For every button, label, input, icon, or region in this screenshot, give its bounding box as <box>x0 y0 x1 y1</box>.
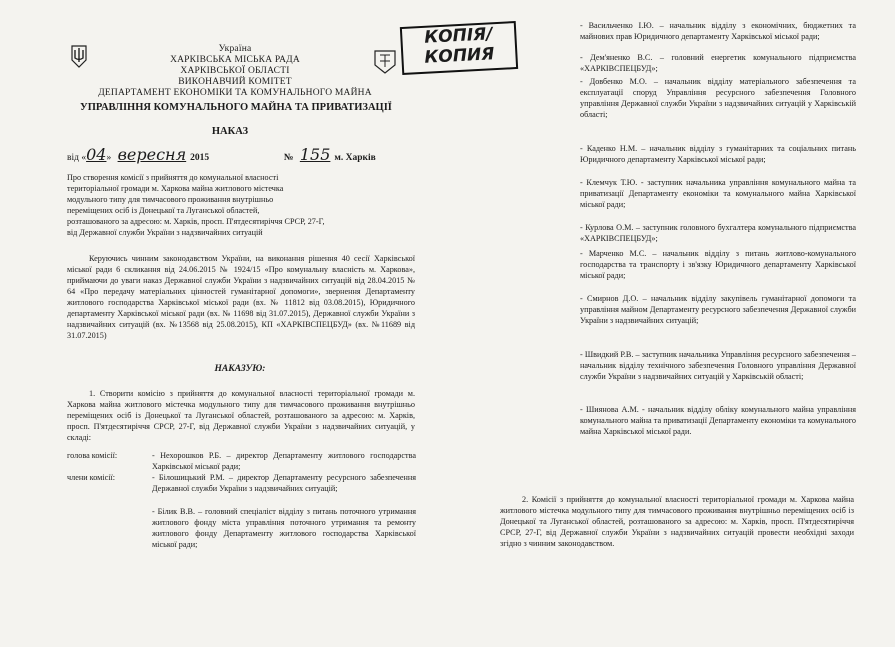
subject-line: переміщених осіб із Донецької та Луганської областей, <box>67 206 260 215</box>
member-entry: - Білошицький Р.М. – директор Департаменту ресурсного забезпечення Державної служби України з надзвичайних ситуацій; <box>152 473 416 493</box>
item-2-paragraph: 2. Комісії з прийняття до комунальної власності територіальної громади м. Харкова майна житлового містечка модульного типу для тимчасового проживання внутрішньо переміщених осіб із Донецької та Луганської областей, розташованого за адресою: м. Харків, просп. П'ятдесятиріччя СРСР, 27-Г, від Державної служби України з надзвичайних ситуацій провести необхідні заходи згідно з чинним законодавством. <box>500 495 854 548</box>
item-1-paragraph: 1. Створити комісію з прийняття до комунальної власності територіальної громади м. Харкова майна житлового містечка модульного типу для тимчасового проживання внутрішньо переміщених осіб із Донецької та Луганської областей, розташованого за адресою: м. Харків, просп. П'ятдесятиріччя СРСР, 27-Г, від Державної служби України з надзвичайних ситуацій, у складі: <box>67 389 415 442</box>
order-year: 2015 <box>190 153 210 163</box>
header-department: ДЕПАРТАМЕНТ ЕКОНОМІКИ ТА КОМУНАЛЬНОГО МАЙНА <box>98 88 372 98</box>
order-day: 04 <box>86 145 107 164</box>
stamp-line-1: КОПІЯ/ <box>423 24 493 48</box>
stamp-line-2: КОПИЯ <box>423 44 495 68</box>
member-entry: - Марченко М.С. – начальник відділу з питань житлово-комунального господарства та транспорту і зв'язку Юридичного департаменту Харківської міської ради; <box>580 249 856 280</box>
members-label: члени комісії: <box>67 473 116 482</box>
header-country: Україна <box>218 44 252 54</box>
chair-entry: - Нехорошков Р.Б. – директор Департаменту житлового господарства Харківської міської ради; <box>152 451 416 471</box>
header-committee: ВИКОНАВЧИЙ КОМІТЕТ <box>178 77 292 87</box>
member-entry: - Каденко Н.М. – начальник відділу з гуманітарних та соціальних питань Юридичного департаменту Харківської міської ради; <box>580 144 856 164</box>
date-separator: » <box>106 153 114 163</box>
member-entry: - Шиянова А.М. - начальник відділу обліку комунального майна управління комунального майна та приватизації Департаменту економіки та комунального майна Харківської міської ради. <box>580 405 856 436</box>
city-seal-icon <box>372 48 398 74</box>
city-label: м. Харків <box>334 153 376 163</box>
header-oblast: ХАРКІВСЬКОЇ ОБЛАСТІ <box>180 66 290 76</box>
member-entry: - Довбенко М.О. – начальник відділу матеріального забезпечення та експлуатації споруд Управління ресурсного забезпечення Головного управління Державної служби України з надзвичайних ситуацій у Харківській області; <box>580 77 856 119</box>
member-entry: - Клемчук Т.Ю. - заступник начальника управління комунального майна та приватизації Департаменту економіки та комунального майна Харківської міської ради; <box>580 178 856 209</box>
subject-line: розташованого за адресою: м. Харків, просп. П'ятдесятиріччя СРСР, 27-Г, <box>67 217 325 226</box>
subject-line: Про створення комісії з прийняття до комунальної власності <box>67 173 279 182</box>
member-entry: - Курлова О.М. – заступник головного бухгалтера комунального підприємства «ХАРКІВСПЕЦБУД»; <box>580 223 856 243</box>
nakazuyu-heading: НАКАЗУЮ: <box>214 364 266 374</box>
member-entry: - Швидкий Р.В. – заступник начальника Управління ресурсного забезпечення – начальник відділу технічного забезпечення Головного управління Державної служби України з надзвичайних ситуацій у Харківській області; <box>580 350 856 381</box>
order-number: 155 <box>299 145 331 164</box>
number-label: № <box>283 153 294 163</box>
subject-line: від Державної служби України з надзвичайних ситуацій <box>67 228 263 237</box>
member-entry: - Васильченко І.Ю. – начальник відділу з економічних, бюджетних та майнових прав Юридичного департаменту Харківської міської ради; <box>580 21 856 41</box>
directorate-title: УПРАВЛІННЯ КОМУНАЛЬНОГО МАЙНА ТА ПРИВАТИЗАЦІЇ <box>80 102 392 113</box>
chair-label: голова комісії: <box>67 451 118 460</box>
copy-stamp <box>400 21 518 75</box>
from-label: від « <box>67 153 87 163</box>
doc-type-title: НАКАЗ <box>211 126 249 137</box>
subject-line: модульного типу для тимчасового проживання внутрішньо <box>67 195 274 204</box>
member-entry: - Білик В.В. – головний спеціаліст відділу з питань поточного утримання житлового фонду міста управління поточного утримання та ремонту житлового фонду Департаменту житлового господарства Харківської міської ради; <box>152 507 416 549</box>
subject-line: територіальної громади м. Харкова майна житлового містечка <box>67 184 284 193</box>
letterhead <box>80 44 390 99</box>
member-entry: - Смирнов Д.О. – начальник відділу закупівель гуманітарної допомоги та управління майном Департаменту ресурсного забезпечення Державної служби України з надзвичайних ситуацій; <box>580 294 856 325</box>
order-date-number-line <box>67 145 407 164</box>
order-month: вересня <box>117 145 187 164</box>
header-council: ХАРКІВСЬКА МІСЬКА РАДА <box>170 55 300 65</box>
member-entry: - Дем'яненко В.С. – головний енергетик комунального підприємства «ХАРКІВСПЕЦБУД»; <box>580 53 856 73</box>
preamble-paragraph: Керуючись чинним законодавством України, на виконання рішення 40 сесії Харківської міської ради 6 скликання від 24.06.2015 № 1924/15 «Про комунальну власність м. Харкова», приймаючи до уваги наказ Державної служби України з надзвичайних ситуацій від 28.04.2015 № 64 «Про передачу матеріальних цінностей гуманітарної допомоги», звернення Департаменту житлового господарства Харківської міської ради (вх. № 11812 від 03.08.2015), Юридичного департаменту Харківської міської ради (вх. № 11698 від 31.07.2015), Державної служби України з надзвичайних ситуацій (вх. №13568 від 25.08.2015), КП «ХАРКІВСПЕЦБУД» (вх. №11689 від 31.07.2015) <box>67 254 415 340</box>
order-subject <box>67 172 397 238</box>
